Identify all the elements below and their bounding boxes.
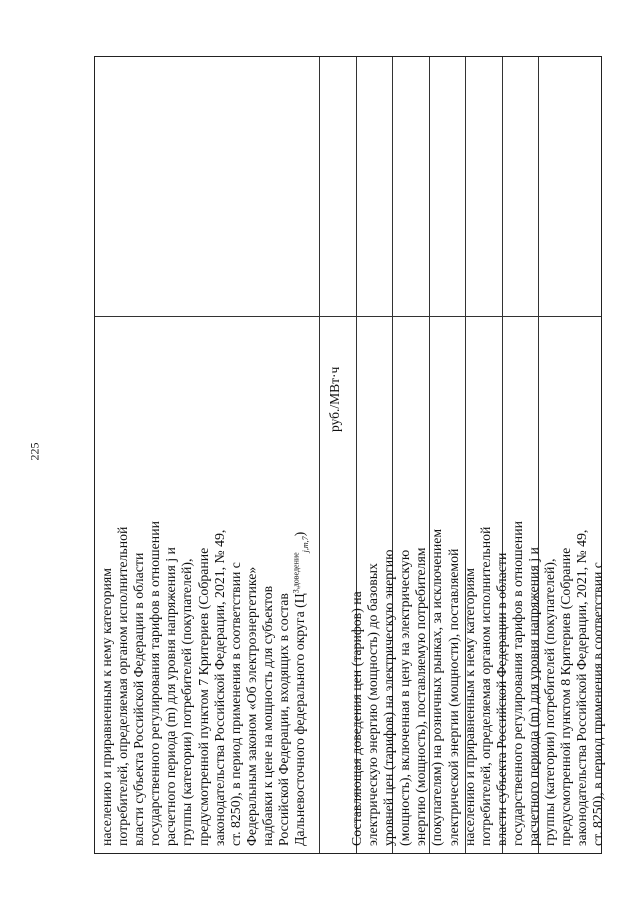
- text-line: власти субъекта Российской Федерации в области: [493, 552, 509, 846]
- text-line: (мощность), включенная в цену на электрическую: [397, 549, 413, 846]
- tariff-table: [94, 56, 606, 854]
- formula-subscript: j,m,7: [300, 536, 310, 553]
- text-line: ст. 8250), в период применения в соответствии с: [227, 562, 243, 846]
- text-line: Российской Федерации, входящих в состав: [276, 593, 292, 846]
- text-line: расчетного периода (m) для уровня напряжения j и: [526, 547, 542, 846]
- text-line: предусмотренной пунктом 8 Критериев (Собрание: [558, 547, 574, 846]
- text-line: предусмотренной пунктом 7 Критериев (Собрание: [195, 547, 211, 846]
- text-line: Федеральным законом «Об электроэнергетике»: [243, 566, 259, 846]
- text-line: электрическую энергию (мощность) до базовых: [365, 563, 381, 846]
- formula-line: [292, 432, 308, 846]
- formula-superscript: 3,доведение: [291, 552, 301, 594]
- row-divider: [95, 316, 601, 317]
- formula-suffix: ): [292, 531, 308, 537]
- text-line: потребителей, определяемая органом исполнительной: [115, 526, 131, 846]
- text-line: надбавки к цене на мощность для субъектов: [259, 585, 275, 846]
- text-line: населению и приравненным к нему категориям: [461, 568, 477, 846]
- text-line: энергию (мощность), поставляемую потребителям: [413, 547, 429, 846]
- text-line: государственного регулирования тарифов в отношении: [147, 521, 163, 846]
- text-line: электрической энергии (мощности), поставляемой: [445, 548, 461, 846]
- row-2-description: [349, 432, 607, 846]
- page-number: 225: [27, 442, 42, 461]
- text-line: потребителей, определяемая органом исполнительной: [477, 526, 493, 846]
- text-line: власти субъекта Российской Федерации в области: [131, 552, 147, 846]
- text-line: законодательства Российской Федерации, 2021, № 49,: [211, 529, 227, 846]
- text-line: расчетного периода (m) для уровня напряжения j и: [163, 547, 179, 846]
- text-line: группы (категории) потребителей (покупателей),: [542, 558, 558, 846]
- text-line: уровней цен (тарифов) на электрическую энергию: [381, 549, 397, 846]
- text-line: (покупателям) на розничных рынках, за исключением: [429, 528, 445, 846]
- row-2-unit: руб./МВт·ч: [327, 366, 342, 432]
- text-line: государственного регулирования тарифов в отношении: [509, 521, 525, 846]
- text-line: ст. 8250), в период применения в соответствии с: [590, 562, 606, 846]
- row-1-description: [99, 432, 308, 846]
- text-line: Составляющая доведения цен (тарифов) на: [349, 591, 364, 846]
- column-divider: [319, 57, 320, 853]
- text-line: группы (категории) потребителей (покупателей),: [179, 558, 195, 846]
- formula-prefix: Дальневосточного федерального округа (Ц: [292, 593, 308, 846]
- text-line: законодательства Российской Федерации, 2021, № 49,: [574, 529, 590, 846]
- text-line: населению и приравненным к нему категориям: [99, 568, 114, 846]
